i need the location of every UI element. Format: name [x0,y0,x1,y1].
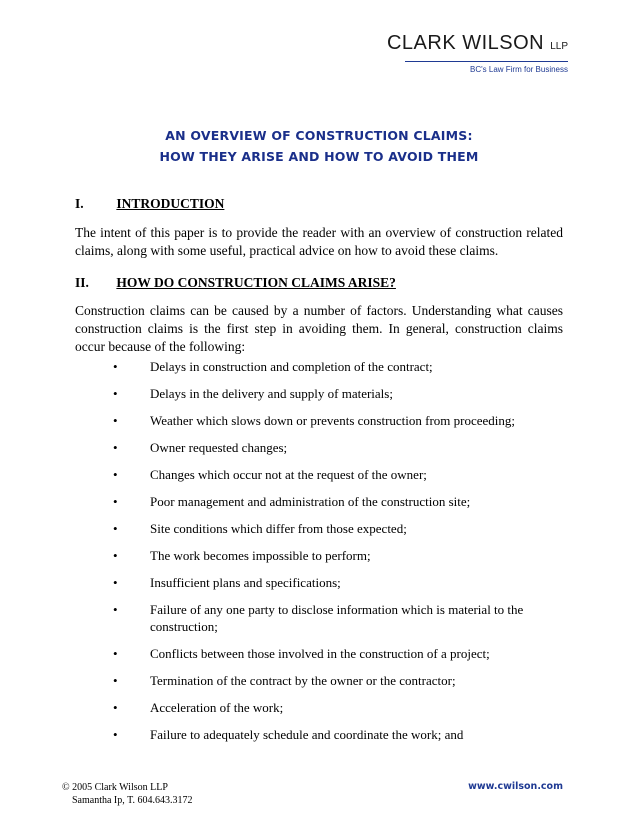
firm-suffix: LLP [550,41,568,52]
bullet-icon: • [113,646,118,661]
list-item [75,385,563,402]
list-item [75,574,563,591]
bullet-icon: • [113,727,118,742]
footer-website-link[interactable]: www.cwilson.com [468,781,563,792]
firm-name-text: CLARK WILSON [386,32,545,54]
bullet-icon: • [113,359,118,374]
list-item-text: Delays in construction and completion of the contract; [150,359,433,374]
title-line-1: AN OVERVIEW OF CONSTRUCTION CLAIMS: [165,128,473,143]
section-title: HOW DO CONSTRUCTION CLAIMS ARISE? [116,275,396,290]
list-item [75,466,563,483]
bullet-icon: • [113,440,118,455]
list-item [75,699,563,716]
list-item [75,672,563,689]
list-item-text: Site conditions which differ from those expected; [150,521,407,536]
firm-tagline: BC's Law Firm for Business [470,65,568,74]
title-line-2: HOW THEY ARISE AND HOW TO AVOID THEM [159,149,479,164]
list-item-text: Poor management and administration of the construction site; [150,494,471,509]
list-item [75,601,563,635]
logo-divider [405,61,568,62]
bullet-icon: • [113,673,118,688]
bullet-icon: • [113,575,118,590]
introduction-paragraph: The intent of this paper is to provide the reader with an overview of construction related claims, along with some useful, practical advice on how to avoid these claims. [75,225,563,258]
list-item-text: The work becomes impossible to perform; [150,548,371,563]
list-item-text: Acceleration of the work; [150,700,284,715]
footer-copyright: © 2005 Clark Wilson LLP [62,782,168,793]
bullet-icon: • [113,494,118,509]
section-heading-introduction [75,196,224,212]
firm-name [387,32,568,58]
list-item [75,358,563,375]
list-item-text: Insufficient plans and specifications; [150,575,341,590]
list-item [75,726,563,743]
list-item [75,439,563,456]
bullet-icon: • [113,700,118,715]
firm-logo [387,32,568,74]
bullet-icon: • [113,548,118,563]
document-title [0,125,638,167]
list-item-text: Weather which slows down or prevents construction from proceeding; [150,413,516,428]
section-number: I. [75,196,84,211]
section-title: INTRODUCTION [116,196,225,211]
footer-author: Samantha Ip, T. 604.643.3172 [72,795,193,806]
list-item [75,412,563,429]
list-item-text: Conflicts between those involved in the construction of a project; [150,646,490,661]
claims-arise-paragraph: Construction claims can be caused by a number of factors. Understanding what causes construction claims is the first step in avoiding them. In general, construction claims occur because of the following: [75,303,563,354]
footer-copyright-block [62,781,192,807]
bullet-icon: • [113,413,118,428]
bullet-icon: • [113,521,118,536]
list-item-text: Changes which occur not at the request of the owner; [150,467,427,482]
list-item-text: Failure of any one party to disclose information which is material to the construction; [150,602,524,634]
bullet-icon: • [113,602,118,617]
list-item [75,520,563,537]
causes-list [75,358,563,753]
section-heading-claims-arise [75,275,396,291]
list-item-text: Delays in the delivery and supply of materials; [150,386,393,401]
list-item [75,645,563,662]
list-item [75,547,563,564]
list-item-text: Termination of the contract by the owner or the contractor; [150,673,456,688]
section-number: II. [75,275,89,290]
list-item-text: Failure to adequately schedule and coordinate the work; and [150,727,464,742]
list-item [75,493,563,510]
list-item-text: Owner requested changes; [150,440,288,455]
bullet-icon: • [113,386,118,401]
bullet-icon: • [113,467,118,482]
